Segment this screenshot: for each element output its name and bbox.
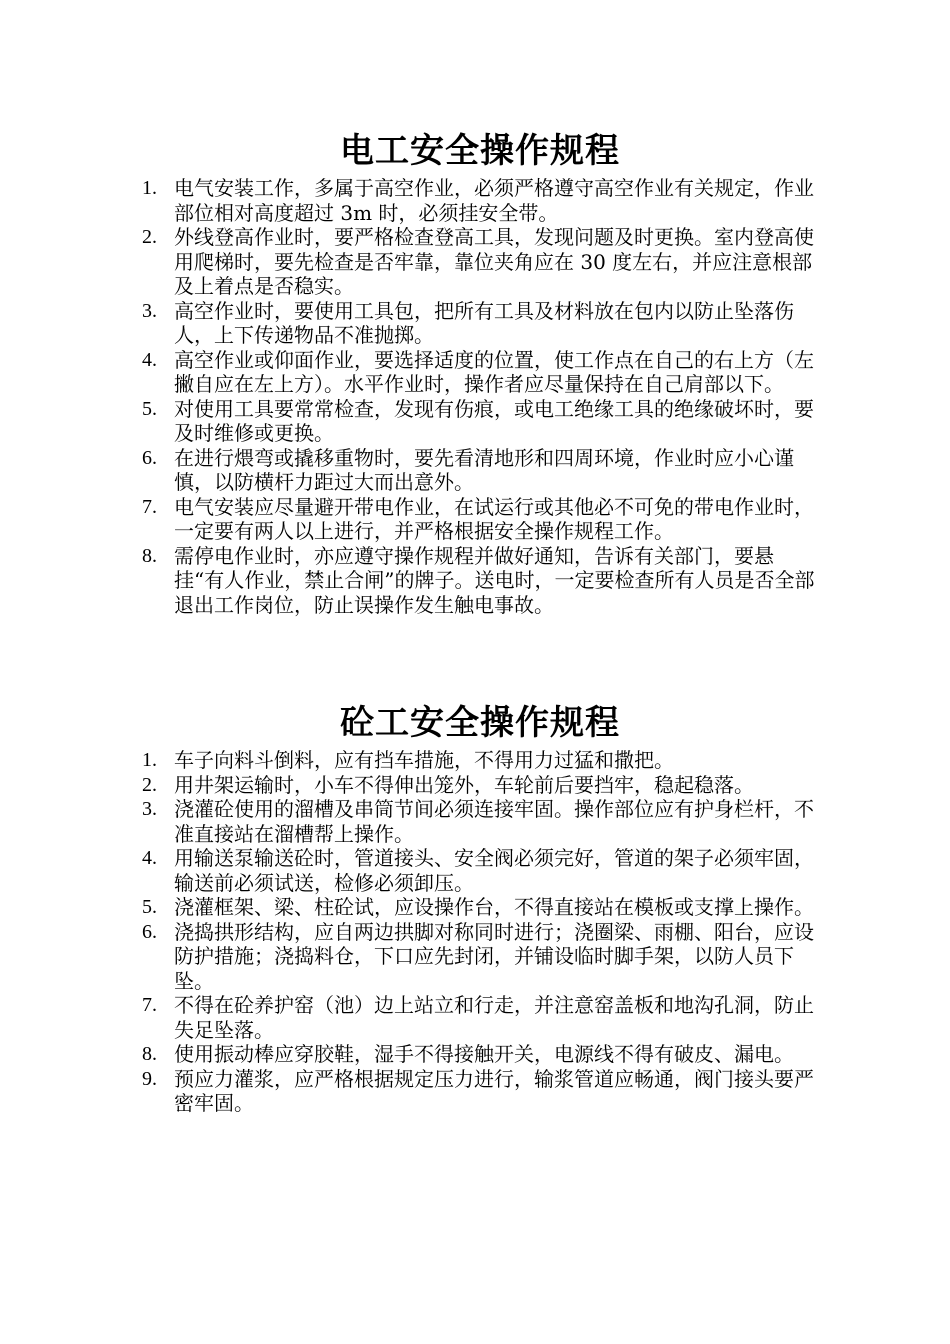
list-item — [140, 397, 820, 446]
list-item — [140, 1042, 820, 1067]
list-item — [140, 225, 820, 299]
list-item — [140, 797, 820, 846]
item-text: 用输送泵输送砼时，管道接头、安全阀必须完好，管道的架子必须牢固，输送前必须试送，检修必须卸压。 — [174, 846, 814, 895]
item-number: 4. — [142, 847, 157, 869]
section-title: 电工安全操作规程 — [340, 131, 620, 171]
list-item — [140, 299, 820, 348]
item-text: 预应力灌浆，应严格根据规定压力进行，输浆管道应畅通，阀门接头要严密牢固。 — [174, 1066, 814, 1115]
item-text: 外线登高作业时，要严格检查登高工具，发现问题及时更换。室内登高使用爬梯时，要先检查是否牢靠，靠位夹角应在 30 度左右，并应注意根部及上着点是否稳实。 — [174, 225, 814, 298]
item-text: 在进行煨弯或撬移重物时，要先看清地形和四周环境，作业时应小心谨慎，以防横杆力距过大而出意外。 — [174, 445, 794, 494]
list-item — [140, 1067, 820, 1116]
item-number: 8. — [142, 544, 157, 567]
item-number: 4. — [142, 348, 157, 371]
item-text: 需停电作业时，亦应遵守操作规程并做好通知，告诉有关部门，要悬挂“有人作业，禁止合闸”的牌子。送电时，一定要检查所有人员是否全部退出工作岗位，防止误操作发生触电事故。 — [174, 543, 815, 617]
item-text: 高空作业或仰面作业，要选择适度的位置，使工作点在自己的右上方（左撇自应在左上方）。水平作业时，操作者应尽量保持在自己肩部以下。 — [174, 347, 814, 396]
list-item — [140, 993, 820, 1042]
item-number: 8. — [142, 1043, 157, 1065]
item-text: 对使用工具要常常检查，发现有伤痕，或电工绝缘工具的绝缘破坏时，要及时维修或更换。 — [174, 396, 814, 445]
item-number: 5. — [142, 397, 157, 420]
item-text: 浇灌框架、梁、柱砼试，应设操作台，不得直接站在模板或支撑上操作。 — [174, 895, 814, 919]
item-number: 7. — [142, 495, 157, 518]
item-text: 使用振动棒应穿胶鞋，湿手不得接触开关，电源线不得有破皮、漏电。 — [174, 1042, 794, 1066]
list-item — [140, 495, 820, 544]
item-number: 6. — [142, 920, 157, 943]
item-number: 9. — [142, 1067, 157, 1090]
item-number: 7. — [142, 994, 157, 1016]
list-item — [140, 773, 820, 798]
item-text: 浇灌砼使用的溜槽及串筒节间必须连接牢固。操作部位应有护身栏杆，不准直接站在溜槽帮上操作。 — [174, 797, 814, 846]
item-number: 3. — [142, 798, 157, 820]
rule-list — [140, 748, 820, 1116]
concrete-worker-safety-section — [140, 700, 820, 1116]
item-number: 2. — [142, 226, 157, 248]
item-text: 用井架运输时，小车不得伸出笼外，车轮前后要挡牢，稳起稳落。 — [174, 772, 754, 797]
list-item — [140, 895, 820, 920]
section-title: 砼工安全操作规程 — [340, 703, 620, 743]
list-item — [140, 348, 820, 397]
list-item — [140, 846, 820, 895]
item-text: 不得在砼养护窑（池）边上站立和行走，并注意窑盖板和地沟孔洞，防止失足坠落。 — [174, 993, 814, 1042]
item-text: 电气安装工作，多属于高空作业，必须严格遵守高空作业有关规定，作业部位相对高度超过 3m 时，必须挂安全带。 — [174, 176, 814, 225]
item-number: 1. — [142, 749, 157, 771]
list-item — [140, 748, 820, 773]
item-number: 3. — [142, 299, 157, 322]
rule-list — [140, 176, 820, 617]
item-number: 5. — [142, 896, 157, 918]
list-item — [140, 544, 820, 618]
list-item — [140, 176, 820, 225]
electrician-safety-section — [140, 128, 820, 617]
item-text: 车子向料斗倒料，应有挡车措施，不得用力过猛和撒把。 — [174, 748, 674, 772]
list-item — [140, 920, 820, 994]
item-text: 电气安装应尽量避开带电作业，在试运行或其他必不可免的带电作业时，一定要有两人以上进行，并严格根据安全操作规程工作。 — [174, 494, 814, 543]
item-number: 2. — [142, 773, 157, 796]
list-item — [140, 446, 820, 495]
item-text: 浇捣拱形结构，应自两边拱脚对称同时进行；浇圈梁、雨棚、阳台，应设防护措施；浇捣料仓，下口应先封闭，并铺设临时脚手架，以防人员下坠。 — [174, 919, 814, 993]
item-text: 高空作业时，要使用工具包，把所有工具及材料放在包内以防止坠落伤人，上下传递物品不准抛掷。 — [174, 298, 794, 347]
item-number: 6. — [142, 446, 157, 469]
item-number: 1. — [142, 177, 157, 199]
